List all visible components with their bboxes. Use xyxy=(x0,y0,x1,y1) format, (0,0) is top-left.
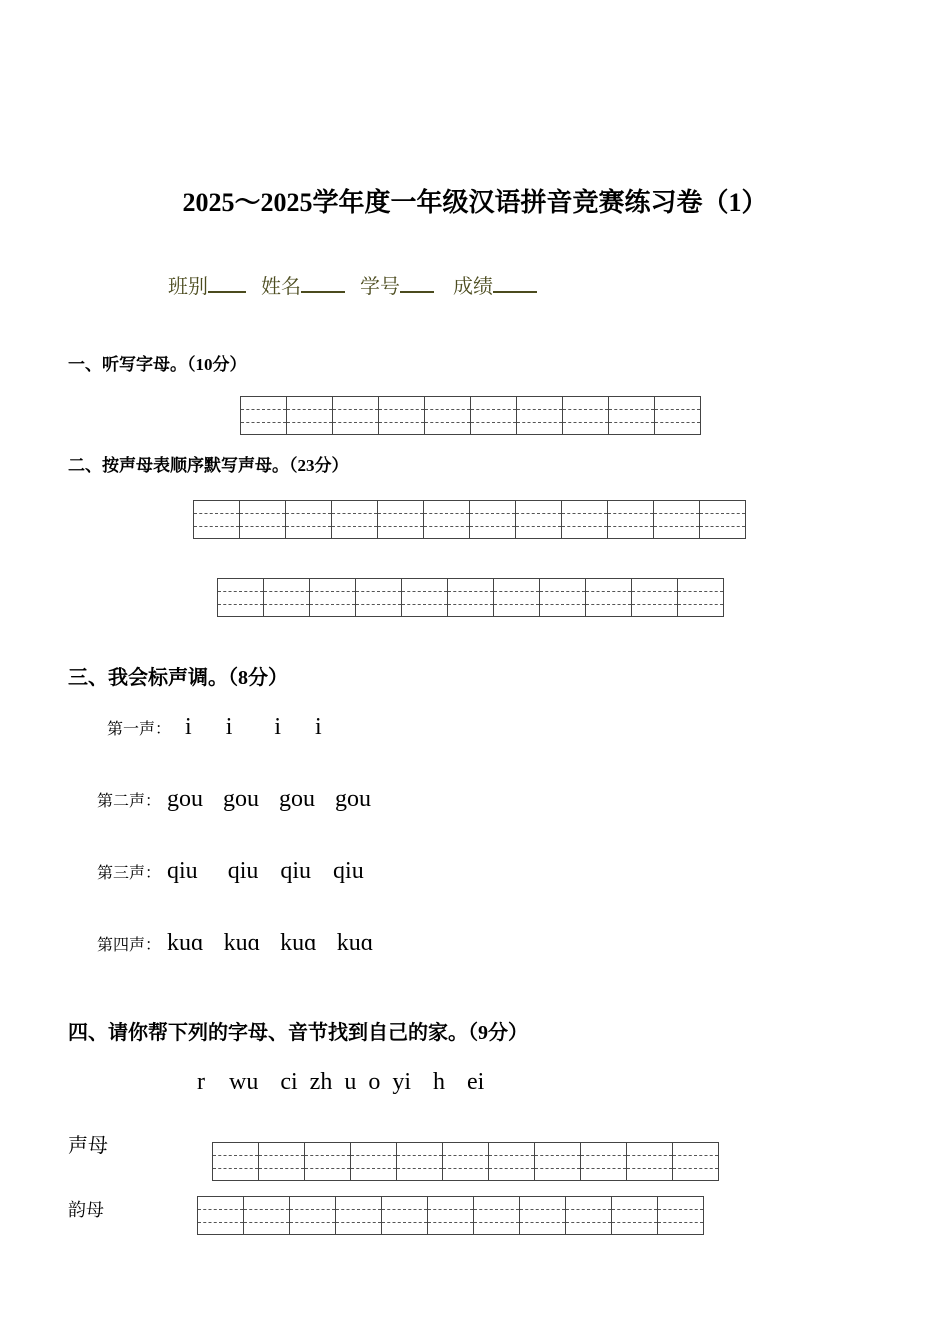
yunmu-grid[interactable] xyxy=(197,1196,704,1235)
name-blank[interactable] xyxy=(301,273,345,293)
writing-cell[interactable] xyxy=(213,1142,259,1181)
letter[interactable]: zh xyxy=(309,1069,333,1095)
syllable[interactable]: kuɑ xyxy=(223,930,261,956)
tone-row-3 xyxy=(97,858,364,885)
tone-label: 第一声： xyxy=(107,721,172,738)
letter[interactable]: o xyxy=(368,1069,381,1095)
tone-row-1 xyxy=(107,714,322,741)
syllable[interactable]: i xyxy=(274,714,282,740)
letter[interactable]: ci xyxy=(280,1069,298,1095)
writing-cell[interactable] xyxy=(612,1196,658,1235)
writing-cell[interactable] xyxy=(658,1196,704,1235)
letter[interactable]: u xyxy=(344,1069,357,1095)
writing-cell[interactable] xyxy=(609,396,655,435)
writing-cell[interactable] xyxy=(198,1196,244,1235)
tone-label: 第四声： xyxy=(97,937,162,954)
syllable[interactable]: kuɑ xyxy=(280,930,317,956)
syllable[interactable]: gou xyxy=(279,786,316,812)
writing-cell[interactable] xyxy=(489,1142,535,1181)
writing-cell[interactable] xyxy=(654,500,700,539)
writing-cell[interactable] xyxy=(471,396,517,435)
section3-heading: 三、我会标声调。（8分） xyxy=(68,667,288,689)
writing-cell[interactable] xyxy=(443,1142,489,1181)
letter[interactable]: r xyxy=(197,1069,205,1095)
writing-cell[interactable] xyxy=(379,396,425,435)
writing-cell[interactable] xyxy=(581,1142,627,1181)
dictation-grid[interactable] xyxy=(240,396,701,435)
writing-cell[interactable] xyxy=(474,1196,520,1235)
writing-cell[interactable] xyxy=(520,1196,566,1235)
writing-cell[interactable] xyxy=(586,578,632,617)
syllable[interactable]: gou xyxy=(167,786,204,812)
initials-grid-row2[interactable] xyxy=(217,578,724,617)
syllable[interactable]: gou xyxy=(223,786,260,812)
writing-cell[interactable] xyxy=(310,578,356,617)
syllable[interactable]: qiu xyxy=(333,858,364,884)
writing-cell[interactable] xyxy=(402,578,448,617)
section1-heading: 一、听写字母。（10分） xyxy=(68,355,247,374)
writing-cell[interactable] xyxy=(563,396,609,435)
writing-cell[interactable] xyxy=(259,1142,305,1181)
writing-cell[interactable] xyxy=(264,578,310,617)
letter[interactable]: yi xyxy=(392,1069,411,1095)
score-blank[interactable] xyxy=(493,273,537,293)
initials-grid-row1[interactable] xyxy=(193,500,746,539)
shengmu-grid[interactable] xyxy=(212,1142,719,1181)
syllable[interactable]: qiu xyxy=(167,858,198,884)
syllable[interactable]: qiu xyxy=(280,858,312,884)
tone-label: 第三声： xyxy=(97,865,162,882)
writing-cell[interactable] xyxy=(286,500,332,539)
writing-cell[interactable] xyxy=(241,396,287,435)
writing-cell[interactable] xyxy=(673,1142,719,1181)
writing-cell[interactable] xyxy=(516,500,562,539)
syllable[interactable]: i xyxy=(225,714,233,740)
writing-cell[interactable] xyxy=(448,578,494,617)
section2-heading: 二、按声母表顺序默写声母。（23分） xyxy=(68,456,349,475)
class-label: 班别 xyxy=(168,276,208,298)
letter[interactable]: wu xyxy=(229,1069,259,1095)
writing-cell[interactable] xyxy=(382,1196,428,1235)
number-label: 学号 xyxy=(360,276,400,298)
letter-list xyxy=(197,1069,484,1096)
number-blank[interactable] xyxy=(400,273,434,293)
tone-label: 第二声： xyxy=(97,793,162,810)
writing-cell[interactable] xyxy=(194,500,240,539)
writing-cell[interactable] xyxy=(566,1196,612,1235)
writing-cell[interactable] xyxy=(470,500,516,539)
section4-heading: 四、请你帮下列的字母、音节找到自己的家。（9分） xyxy=(68,1022,528,1044)
page-title: 2025～2025学年度一年级汉语拼音竞赛练习卷（1） xyxy=(182,188,768,217)
writing-cell[interactable] xyxy=(244,1196,290,1235)
writing-cell[interactable] xyxy=(218,578,264,617)
yunmu-label: 韵母 xyxy=(68,1200,104,1220)
writing-cell[interactable] xyxy=(287,396,333,435)
tone-row-2 xyxy=(97,786,371,813)
shengmu-label: 声母 xyxy=(68,1135,108,1157)
tone-row-4 xyxy=(97,930,373,957)
name-label: 姓名 xyxy=(261,276,301,298)
letter[interactable]: ei xyxy=(467,1069,485,1095)
writing-cell[interactable] xyxy=(336,1196,382,1235)
writing-cell[interactable] xyxy=(397,1142,443,1181)
writing-cell[interactable] xyxy=(562,500,608,539)
writing-cell[interactable] xyxy=(540,578,586,617)
writing-cell[interactable] xyxy=(378,500,424,539)
writing-cell[interactable] xyxy=(678,578,724,617)
writing-cell[interactable] xyxy=(632,578,678,617)
writing-cell[interactable] xyxy=(356,578,402,617)
writing-cell[interactable] xyxy=(332,500,378,539)
writing-cell[interactable] xyxy=(240,500,286,539)
writing-cell[interactable] xyxy=(655,396,701,435)
letter[interactable]: h xyxy=(433,1069,445,1095)
writing-cell[interactable] xyxy=(608,500,654,539)
writing-cell[interactable] xyxy=(700,500,746,539)
syllable[interactable]: qiu xyxy=(227,858,259,884)
writing-cell[interactable] xyxy=(351,1142,397,1181)
writing-cell[interactable] xyxy=(425,396,471,435)
writing-cell[interactable] xyxy=(290,1196,336,1235)
score-label: 成绩 xyxy=(453,276,493,298)
writing-cell[interactable] xyxy=(517,396,563,435)
writing-cell[interactable] xyxy=(627,1142,673,1181)
student-info-row xyxy=(168,270,537,299)
writing-cell[interactable] xyxy=(494,578,540,617)
syllable[interactable]: gou xyxy=(335,786,372,812)
writing-cell[interactable] xyxy=(424,500,470,539)
class-blank[interactable] xyxy=(208,273,246,293)
syllable[interactable]: kuɑ xyxy=(167,930,204,956)
writing-cell[interactable] xyxy=(333,396,379,435)
writing-cell[interactable] xyxy=(535,1142,581,1181)
syllable[interactable]: i xyxy=(185,714,192,740)
writing-cell[interactable] xyxy=(305,1142,351,1181)
writing-cell[interactable] xyxy=(428,1196,474,1235)
syllable[interactable]: i xyxy=(315,714,322,740)
syllable[interactable]: kuɑ xyxy=(336,930,374,956)
